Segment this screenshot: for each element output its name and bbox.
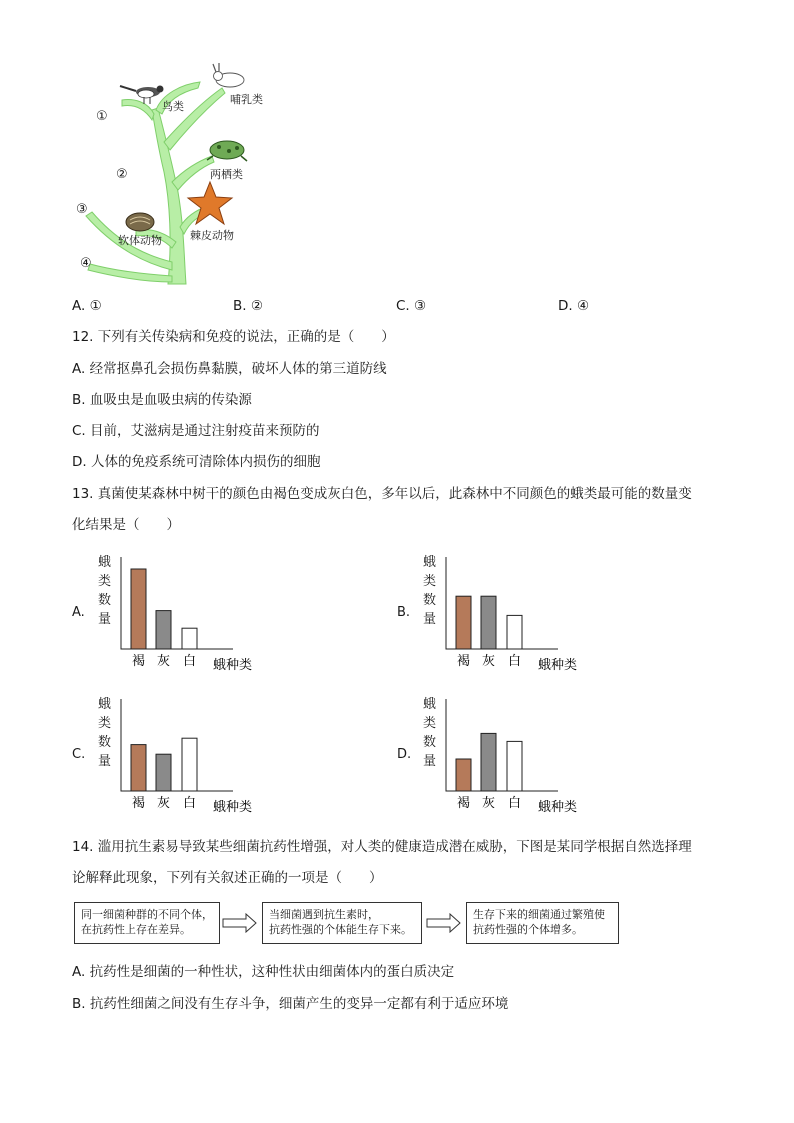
bar-褐 <box>456 596 471 649</box>
q11-option-c[interactable]: C. ③ <box>396 298 427 314</box>
q11-option-a[interactable]: A. ① <box>72 298 102 314</box>
chart-xlabel: 蛾种类 <box>538 800 578 815</box>
tick-label: 灰 <box>156 654 171 669</box>
tick-label: 褐 <box>131 654 146 669</box>
flow-box-1 <box>74 902 220 944</box>
q11-option-b[interactable]: B. ② <box>233 298 263 314</box>
q14-stem-line1: 14. 滥用抗生素易导致某些细菌抗药性增强，对人类的健康造成潜在威胁，下图是某同学根据自然选择理 <box>72 839 692 855</box>
q12-option-a[interactable]: A. 经常抠鼻孔会损伤鼻黏膜，破坏人体的第三道防线 <box>72 361 387 377</box>
flow-box-2-line2: 抗药性强的个体能生存下来。 <box>269 923 412 936</box>
chart-option-label[interactable]: B. <box>397 605 411 620</box>
flow-arrow-2 <box>426 913 462 933</box>
bar-灰 <box>481 733 496 791</box>
chart-plot <box>443 553 623 678</box>
chart-option-label[interactable]: A. <box>72 605 85 620</box>
flow-box-2 <box>262 902 422 944</box>
chart-ylabel: 蛾类数量 <box>423 555 437 627</box>
q12-stem: 12. 下列有关传染病和免疫的说法，正确的是（ ） <box>72 329 395 345</box>
tick-label: 白 <box>182 654 197 669</box>
label-bird: 鸟类 <box>162 100 184 113</box>
tick-label: 灰 <box>481 796 496 811</box>
bar-白 <box>507 615 522 649</box>
chart-ylabel: 蛾类数量 <box>98 697 112 769</box>
chart-option-label[interactable]: C. <box>72 747 86 762</box>
shell-image <box>126 213 154 231</box>
flow-box-2-line1: 当细菌遇到抗生素时， <box>269 908 379 921</box>
chart-plot <box>118 695 298 820</box>
branch-bird <box>122 100 154 120</box>
tick-label: 灰 <box>156 796 171 811</box>
marker-4: ④ <box>80 256 92 271</box>
label-mammal: 哺乳类 <box>230 93 263 106</box>
q12-option-c[interactable]: C. 目前，艾滋病是通过注射疫苗来预防的 <box>72 423 320 439</box>
chart-ylabel: 蛾类数量 <box>98 555 112 627</box>
bar-灰 <box>156 754 171 791</box>
bar-白 <box>182 738 197 791</box>
bar-灰 <box>156 611 171 649</box>
flow-box-3-line1: 生存下来的细菌通过繁殖使 <box>473 908 605 921</box>
q12-option-d[interactable]: D. 人体的免疫系统可清除体内损伤的细胞 <box>72 454 321 470</box>
label-echinoderm: 棘皮动物 <box>190 229 234 242</box>
q14-stem-line2: 论解释此现象，下列有关叙述正确的一项是（ ） <box>72 870 383 886</box>
flow-box-3-line2: 抗药性强的个体增多。 <box>473 923 583 936</box>
bar-褐 <box>131 745 146 791</box>
flow-box-3 <box>466 902 619 944</box>
rabbit-image <box>213 63 244 87</box>
tick-label: 褐 <box>456 796 471 811</box>
flow-box-1-line2: 在抗药性上存在差异。 <box>81 923 191 936</box>
bar-褐 <box>456 759 471 791</box>
chart-plot <box>443 695 623 820</box>
moth-chart-a <box>70 553 270 678</box>
flow-arrow-1 <box>222 913 258 933</box>
flow-box-1-line1: 同一细菌种群的不同个体， <box>81 908 213 921</box>
label-amphibian: 两栖类 <box>210 168 243 181</box>
moth-chart-b <box>395 553 595 678</box>
chart-xlabel: 蛾种类 <box>213 658 253 673</box>
q14-option-b[interactable]: B. 抗药性细菌之间没有生存斗争，细菌产生的变异一定都有利于适应环境 <box>72 996 509 1012</box>
marker-3: ③ <box>76 202 88 217</box>
q12-option-b[interactable]: B. 血吸虫是血吸虫病的传染源 <box>72 392 252 408</box>
bar-白 <box>507 741 522 791</box>
moth-chart-d <box>395 695 595 820</box>
bar-褐 <box>131 569 146 649</box>
label-mollusk: 软体动物 <box>118 234 162 247</box>
moth-chart-c <box>70 695 270 820</box>
tick-label: 褐 <box>131 796 146 811</box>
chart-xlabel: 蛾种类 <box>538 658 578 673</box>
marker-1: ① <box>96 109 108 124</box>
tick-label: 白 <box>507 654 522 669</box>
evolution-tree-figure <box>72 62 292 287</box>
bar-灰 <box>481 596 496 649</box>
chart-ylabel: 蛾类数量 <box>423 697 437 769</box>
tick-label: 白 <box>507 796 522 811</box>
marker-2: ② <box>116 167 128 182</box>
q14-option-a[interactable]: A. 抗药性是细菌的一种性状，这种性状由细菌体内的蛋白质决定 <box>72 964 455 980</box>
q13-stem-line2: 化结果是（ ） <box>72 517 180 533</box>
chart-option-label[interactable]: D. <box>397 747 412 762</box>
tick-label: 灰 <box>481 654 496 669</box>
q13-stem-line1: 13. 真菌使某森林中树干的颜色由褐色变成灰白色，多年以后，此森林中不同颜色的蛾类最可能的数量变 <box>72 486 692 502</box>
bar-白 <box>182 628 197 649</box>
branch-amphibian <box>172 156 214 190</box>
chart-plot <box>118 553 298 678</box>
chart-xlabel: 蛾种类 <box>213 800 253 815</box>
tick-label: 白 <box>182 796 197 811</box>
q11-option-d[interactable]: D. ④ <box>558 298 590 314</box>
tick-label: 褐 <box>456 654 471 669</box>
